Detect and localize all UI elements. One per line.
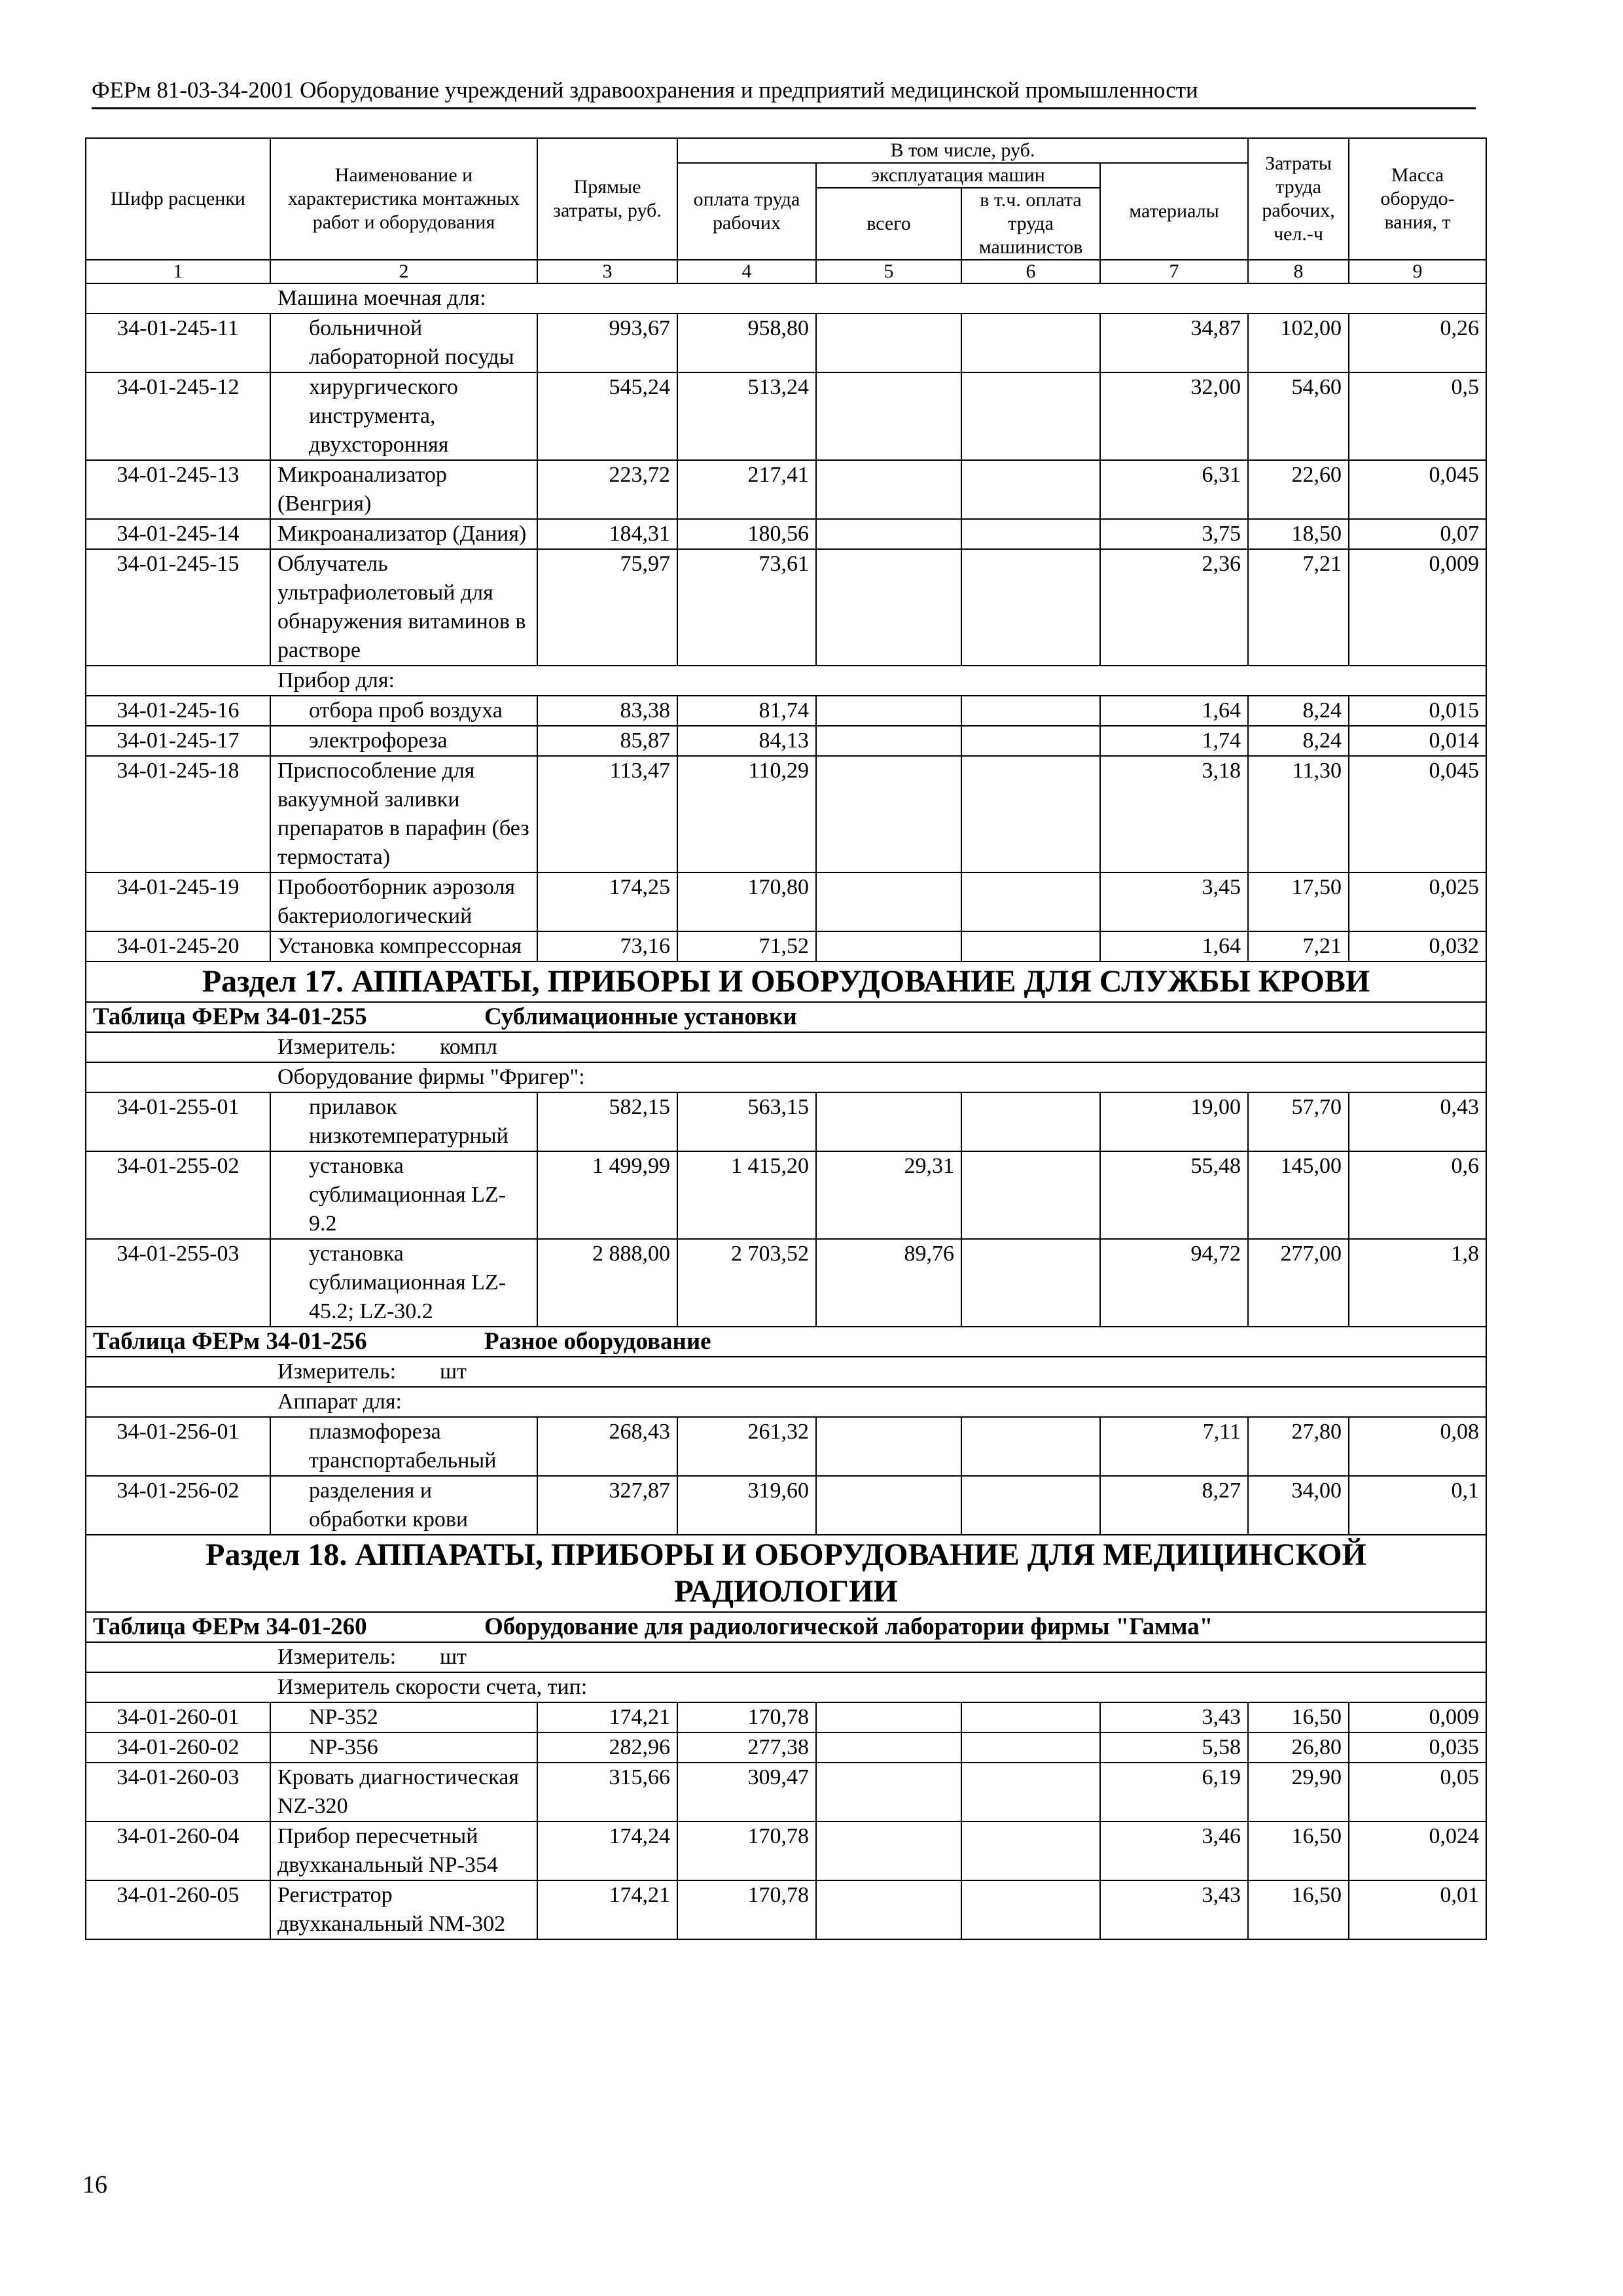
row-materials: 2,36 (1100, 549, 1248, 666)
table-row (86, 1732, 1486, 1763)
row-wages: 2 703,52 (677, 1239, 816, 1327)
row-name: электрофореза (270, 726, 537, 756)
table-row (86, 1880, 1486, 1939)
table-title: Сублимационные установки (484, 1003, 797, 1030)
row-machinist-wages (961, 1702, 1100, 1732)
row-machines (816, 1880, 961, 1939)
row-name: больничной лабораторной посуды (270, 314, 537, 372)
col-header-machines: эксплуатация машин (816, 163, 1100, 188)
row-labor: 16,50 (1248, 1702, 1349, 1732)
row-machines (816, 931, 961, 961)
row-machines (816, 1476, 961, 1535)
row-mass: 0,05 (1349, 1763, 1486, 1821)
row-wages: 170,78 (677, 1821, 816, 1880)
col-header-materials: материалы (1100, 163, 1248, 260)
row-materials: 1,64 (1100, 931, 1248, 961)
row-materials: 32,00 (1100, 372, 1248, 460)
row-machinist-wages (961, 372, 1100, 460)
row-code: 34-01-256-02 (86, 1476, 270, 1535)
row-machines (816, 872, 961, 931)
row-machines (816, 1417, 961, 1476)
row-materials: 19,00 (1100, 1092, 1248, 1151)
group-heading: Оборудование фирмы "Фригер": (86, 1062, 1486, 1092)
col-header-labor: Затраты труда рабочих, чел.-ч (1248, 138, 1349, 260)
col-number: 8 (1248, 260, 1349, 283)
rates-table (85, 137, 1487, 1940)
table-row (86, 460, 1486, 519)
row-direct: 315,66 (537, 1763, 677, 1821)
row-labor: 145,00 (1248, 1151, 1349, 1239)
row-mass: 0,035 (1349, 1732, 1486, 1763)
row-wages: 73,61 (677, 549, 816, 666)
row-materials: 3,18 (1100, 756, 1248, 872)
row-machinist-wages (961, 931, 1100, 961)
row-name: Кровать диагностическая NZ-320 (270, 1763, 537, 1821)
row-direct: 83,38 (537, 696, 677, 726)
unit-label: Измеритель: (277, 1359, 397, 1384)
row-direct: 113,47 (537, 756, 677, 872)
page-header: ФЕРм 81-03-34-2001 Оборудование учреждений здравоохранения и предприятий медицинской промышленности (92, 77, 1476, 109)
table-row (86, 756, 1486, 872)
unit-value: шт (440, 1645, 467, 1669)
row-name: хирургического инструмента, двухсторонняя (270, 372, 537, 460)
row-mass: 0,08 (1349, 1417, 1486, 1476)
row-machines (816, 696, 961, 726)
row-direct: 174,21 (537, 1880, 677, 1939)
row-materials: 94,72 (1100, 1239, 1248, 1327)
row-labor: 277,00 (1248, 1239, 1349, 1327)
table-title: Оборудование для радиологической лаборатории фирмы "Гамма" (484, 1613, 1213, 1640)
table-row (86, 1476, 1486, 1535)
table-title: Разное оборудование (484, 1328, 711, 1355)
row-code: 34-01-260-05 (86, 1880, 270, 1939)
row-name: Прибор пересчетный двухканальный NP-354 (270, 1821, 537, 1880)
row-direct: 582,15 (537, 1092, 677, 1151)
row-machinist-wages (961, 756, 1100, 872)
row-mass: 0,045 (1349, 756, 1486, 872)
row-name: Пробоотборник аэрозоля бактериологический (270, 872, 537, 931)
unit-row (86, 1357, 1486, 1387)
row-labor: 16,50 (1248, 1880, 1349, 1939)
row-mass: 0,26 (1349, 314, 1486, 372)
row-direct: 282,96 (537, 1732, 677, 1763)
unit-label: Измеритель: (277, 1645, 397, 1669)
table-row (86, 314, 1486, 372)
table-title-row (86, 1612, 1486, 1642)
table-number: Таблица ФЕРм 34-01-260 (93, 1613, 367, 1640)
row-mass: 0,01 (1349, 1880, 1486, 1939)
row-name: плазмофореза транспортабельный (270, 1417, 537, 1476)
unit-value: шт (440, 1359, 467, 1384)
row-wages: 277,38 (677, 1732, 816, 1763)
col-header-direct: Прямые затраты, руб. (537, 138, 677, 260)
row-machines (816, 1702, 961, 1732)
row-machines (816, 756, 961, 872)
row-machinist-wages (961, 726, 1100, 756)
table-row (86, 1763, 1486, 1821)
row-mass: 0,025 (1349, 872, 1486, 931)
row-mass: 0,045 (1349, 460, 1486, 519)
row-materials: 8,27 (1100, 1476, 1248, 1535)
row-direct: 993,67 (537, 314, 677, 372)
table-row (86, 372, 1486, 460)
row-code: 34-01-260-01 (86, 1702, 270, 1732)
row-machinist-wages (961, 1880, 1100, 1939)
row-mass: 0,014 (1349, 726, 1486, 756)
row-wages: 261,32 (677, 1417, 816, 1476)
row-code: 34-01-245-11 (86, 314, 270, 372)
row-name: Регистратор двухканальный NM-302 (270, 1880, 537, 1939)
row-wages: 180,56 (677, 519, 816, 549)
row-labor: 7,21 (1248, 931, 1349, 961)
row-machines (816, 726, 961, 756)
row-machinist-wages (961, 1476, 1100, 1535)
col-header-machines-total: всего (816, 188, 961, 260)
row-mass: 0,015 (1349, 696, 1486, 726)
row-materials: 55,48 (1100, 1151, 1248, 1239)
row-machinist-wages (961, 519, 1100, 549)
row-code: 34-01-245-18 (86, 756, 270, 872)
row-mass: 0,6 (1349, 1151, 1486, 1239)
col-header-including: В том числе, руб. (677, 138, 1248, 163)
row-code: 34-01-255-01 (86, 1092, 270, 1151)
row-code: 34-01-245-12 (86, 372, 270, 460)
row-code: 34-01-245-13 (86, 460, 270, 519)
row-materials: 1,74 (1100, 726, 1248, 756)
unit-row (86, 1032, 1486, 1062)
table-row (86, 1702, 1486, 1732)
row-wages: 513,24 (677, 372, 816, 460)
table-number: Таблица ФЕРм 34-01-256 (93, 1328, 367, 1355)
row-materials: 7,11 (1100, 1417, 1248, 1476)
row-materials: 6,31 (1100, 460, 1248, 519)
row-name: установка сублимационная LZ-9.2 (270, 1151, 537, 1239)
row-code: 34-01-255-03 (86, 1239, 270, 1327)
row-machinist-wages (961, 872, 1100, 931)
row-mass: 0,5 (1349, 372, 1486, 460)
page-number: 16 (82, 2171, 107, 2198)
row-wages: 84,13 (677, 726, 816, 756)
row-machines (816, 314, 961, 372)
row-machines (816, 1821, 961, 1880)
row-machines (816, 549, 961, 666)
table-title-row (86, 1327, 1486, 1357)
row-machinist-wages (961, 1417, 1100, 1476)
row-machinist-wages (961, 1821, 1100, 1880)
row-wages: 309,47 (677, 1763, 816, 1821)
row-labor: 7,21 (1248, 549, 1349, 666)
col-header-name: Наименование и характеристика монтажных работ и оборудования (270, 138, 537, 260)
table-row (86, 1092, 1486, 1151)
row-wages: 958,80 (677, 314, 816, 372)
row-machines: 29,31 (816, 1151, 961, 1239)
row-mass: 0,024 (1349, 1821, 1486, 1880)
table-row (86, 696, 1486, 726)
row-machinist-wages (961, 460, 1100, 519)
group-heading: Аппарат для: (86, 1387, 1486, 1417)
row-name: прилавок низкотемпературный (270, 1092, 537, 1151)
row-materials: 6,19 (1100, 1763, 1248, 1821)
table-row (86, 549, 1486, 666)
row-wages: 170,78 (677, 1880, 816, 1939)
row-wages: 170,80 (677, 872, 816, 931)
row-machinist-wages (961, 1732, 1100, 1763)
col-number: 2 (270, 260, 537, 283)
unit-label: Измеритель: (277, 1035, 397, 1059)
row-code: 34-01-245-14 (86, 519, 270, 549)
table-row (86, 1821, 1486, 1880)
row-name: Микроанализатор (Дания) (270, 519, 537, 549)
row-code: 34-01-245-19 (86, 872, 270, 931)
rates-table-wrapper (85, 137, 1486, 1940)
row-labor: 11,30 (1248, 756, 1349, 872)
row-direct: 327,87 (537, 1476, 677, 1535)
row-name: NP-352 (270, 1702, 537, 1732)
col-number: 9 (1349, 260, 1486, 283)
row-labor: 17,50 (1248, 872, 1349, 931)
row-direct: 2 888,00 (537, 1239, 677, 1327)
row-materials: 3,46 (1100, 1821, 1248, 1880)
row-materials: 1,64 (1100, 696, 1248, 726)
row-mass: 0,1 (1349, 1476, 1486, 1535)
row-code: 34-01-260-03 (86, 1763, 270, 1821)
row-machines (816, 1092, 961, 1151)
row-direct: 1 499,99 (537, 1151, 677, 1239)
row-machinist-wages (961, 1092, 1100, 1151)
row-name: NP-356 (270, 1732, 537, 1763)
row-name: Облучатель ультрафиолетовый для обнаружения витаминов в растворе (270, 549, 537, 666)
table-row (86, 1417, 1486, 1476)
row-wages: 319,60 (677, 1476, 816, 1535)
row-code: 34-01-260-04 (86, 1821, 270, 1880)
row-materials: 34,87 (1100, 314, 1248, 372)
row-code: 34-01-256-01 (86, 1417, 270, 1476)
col-header-mass: Масса оборудо-вания, т (1349, 138, 1486, 260)
row-machinist-wages (961, 1763, 1100, 1821)
row-direct: 73,16 (537, 931, 677, 961)
row-machines (816, 372, 961, 460)
row-mass: 0,43 (1349, 1092, 1486, 1151)
row-mass: 0,009 (1349, 549, 1486, 666)
row-name: Установка компрессорная (270, 931, 537, 961)
row-machinist-wages (961, 549, 1100, 666)
row-mass: 1,8 (1349, 1239, 1486, 1327)
row-wages: 71,52 (677, 931, 816, 961)
row-labor: 26,80 (1248, 1732, 1349, 1763)
row-direct: 268,43 (537, 1417, 677, 1476)
row-code: 34-01-245-17 (86, 726, 270, 756)
row-labor: 18,50 (1248, 519, 1349, 549)
row-labor: 16,50 (1248, 1821, 1349, 1880)
row-direct: 223,72 (537, 460, 677, 519)
row-name: разделения и обработки крови (270, 1476, 537, 1535)
row-code: 34-01-245-15 (86, 549, 270, 666)
row-direct: 85,87 (537, 726, 677, 756)
row-code: 34-01-245-20 (86, 931, 270, 961)
row-labor: 102,00 (1248, 314, 1349, 372)
col-number: 7 (1100, 260, 1248, 283)
row-machines (816, 1732, 961, 1763)
row-wages: 1 415,20 (677, 1151, 816, 1239)
row-mass: 0,009 (1349, 1702, 1486, 1732)
table-body (86, 283, 1486, 1939)
col-number: 1 (86, 260, 270, 283)
row-materials: 3,43 (1100, 1880, 1248, 1939)
row-machines (816, 1763, 961, 1821)
row-wages: 170,78 (677, 1702, 816, 1732)
row-machinist-wages (961, 1151, 1100, 1239)
section-heading: Раздел 18. АППАРАТЫ, ПРИБОРЫ И ОБОРУДОВАНИЕ ДЛЯ МЕДИЦИНСКОЙ РАДИОЛОГИИ (86, 1535, 1486, 1612)
col-header-code: Шифр расценки (86, 138, 270, 260)
row-machinist-wages (961, 1239, 1100, 1327)
row-labor: 8,24 (1248, 696, 1349, 726)
row-materials: 3,75 (1100, 519, 1248, 549)
row-direct: 545,24 (537, 372, 677, 460)
section-heading: Раздел 17. АППАРАТЫ, ПРИБОРЫ И ОБОРУДОВАНИЕ ДЛЯ СЛУЖБЫ КРОВИ (86, 961, 1486, 1002)
row-mass: 0,032 (1349, 931, 1486, 961)
unit-value: компл (440, 1035, 497, 1059)
row-name: Приспособление для вакуумной заливки препаратов в парафин (без термостата) (270, 756, 537, 872)
col-number: 6 (961, 260, 1100, 283)
row-wages: 110,29 (677, 756, 816, 872)
table-row (86, 931, 1486, 961)
col-number: 3 (537, 260, 677, 283)
col-header-machinist-wages: в т.ч. оплата труда машинистов (961, 188, 1100, 260)
row-labor: 57,70 (1248, 1092, 1349, 1151)
row-name: отбора проб воздуха (270, 696, 537, 726)
row-labor: 22,60 (1248, 460, 1349, 519)
row-labor: 8,24 (1248, 726, 1349, 756)
group-heading: Машина моечная для: (86, 283, 1486, 314)
row-direct: 174,21 (537, 1702, 677, 1732)
row-labor: 54,60 (1248, 372, 1349, 460)
row-labor: 34,00 (1248, 1476, 1349, 1535)
table-row (86, 726, 1486, 756)
row-code: 34-01-260-02 (86, 1732, 270, 1763)
row-code: 34-01-255-02 (86, 1151, 270, 1239)
row-name: Микроанализатор (Венгрия) (270, 460, 537, 519)
table-number: Таблица ФЕРм 34-01-255 (93, 1003, 367, 1030)
row-machinist-wages (961, 314, 1100, 372)
row-mass: 0,07 (1349, 519, 1486, 549)
row-machinist-wages (961, 696, 1100, 726)
row-name: установка сублимационная LZ-45.2; LZ-30.2 (270, 1239, 537, 1327)
row-materials: 5,58 (1100, 1732, 1248, 1763)
table-title-row (86, 1002, 1486, 1032)
row-direct: 174,24 (537, 1821, 677, 1880)
table-row (86, 1239, 1486, 1327)
unit-row (86, 1642, 1486, 1672)
col-number: 5 (816, 260, 961, 283)
col-number: 4 (677, 260, 816, 283)
row-direct: 75,97 (537, 549, 677, 666)
row-machines (816, 519, 961, 549)
group-heading: Измеритель скорости счета, тип: (86, 1672, 1486, 1702)
row-labor: 27,80 (1248, 1417, 1349, 1476)
row-code: 34-01-245-16 (86, 696, 270, 726)
row-materials: 3,43 (1100, 1702, 1248, 1732)
row-wages: 217,41 (677, 460, 816, 519)
row-direct: 184,31 (537, 519, 677, 549)
row-wages: 81,74 (677, 696, 816, 726)
row-materials: 3,45 (1100, 872, 1248, 931)
table-row (86, 519, 1486, 549)
col-header-wages: оплата труда рабочих (677, 163, 816, 260)
group-heading: Прибор для: (86, 666, 1486, 696)
row-labor: 29,90 (1248, 1763, 1349, 1821)
row-machines: 89,76 (816, 1239, 961, 1327)
table-row (86, 1151, 1486, 1239)
row-wages: 563,15 (677, 1092, 816, 1151)
row-machines (816, 460, 961, 519)
row-direct: 174,25 (537, 872, 677, 931)
table-row (86, 872, 1486, 931)
